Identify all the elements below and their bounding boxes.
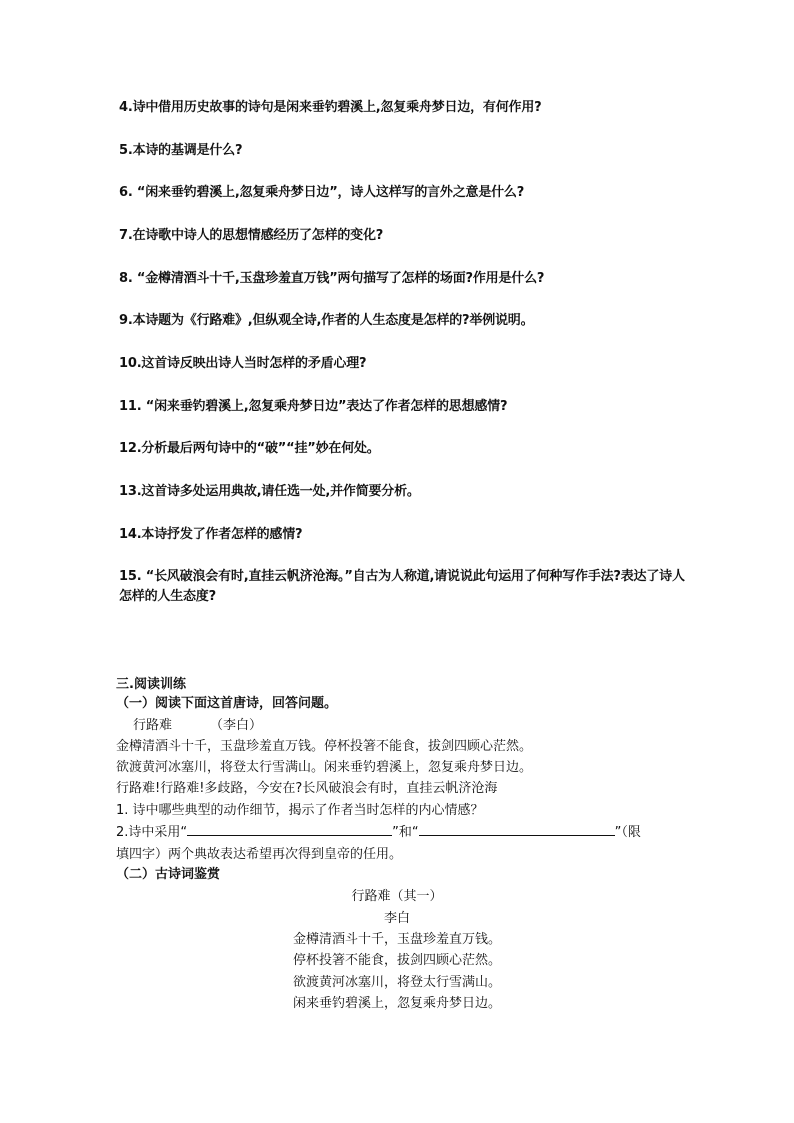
poem-line-2: 欲渡黄河冰塞川，将登太行雪满山。闲来垂钓碧溪上，忽复乘舟梦日边。 xyxy=(116,760,533,775)
poem-line-3: 行路难!行路难!多歧路，今安在?长风破浪会有时，直挂云帆济沧海 xyxy=(116,781,498,796)
poem2-title: 行路难（其一） xyxy=(351,889,443,904)
part-2-heading: （二）古诗词鉴赏 xyxy=(116,867,221,882)
reading-question-2: 2.诗中采用“ ”和“ ”（限 xyxy=(116,825,641,840)
answer-blank-1[interactable] xyxy=(187,823,392,836)
poem2-line-2: 停杯投箸不能食，拔剑四顾心茫然。 xyxy=(292,953,501,968)
question-7: 7.在诗歌中诗人的思想情感经历了怎样的变化? xyxy=(119,228,384,243)
poem2-line-1: 金樽清酒斗十千，玉盘珍羞直万钱。 xyxy=(292,932,501,947)
question-9: 9.本诗题为《行路难》,但纵观全诗,作者的人生态度是怎样的?举例说明。 xyxy=(119,313,534,328)
reading-question-1: 1. 诗中哪些典型的动作细节，揭示了作者当时怎样的内心情感？ xyxy=(116,803,484,818)
question-6: 6. “闲来垂钓碧溪上,忽复乘舟梦日边”，诗人这样写的言外之意是什么? xyxy=(119,185,525,200)
poem-title-line xyxy=(133,716,262,735)
question-11: 11. “闲来垂钓碧溪上,忽复乘舟梦日边”表达了作者怎样的思想感情? xyxy=(119,399,508,414)
answer-blank-2[interactable] xyxy=(419,823,615,836)
question-12: 12.分析最后两句诗中的“破”“挂”妙在何处。 xyxy=(119,441,380,456)
section-3-heading: 三.阅读训练 xyxy=(116,677,186,692)
question-14: 14.本诗抒发了作者怎样的感情? xyxy=(119,527,303,542)
question-4: 4.诗中借用历史故事的诗句是闲来垂钓碧溪上,忽复乘舟梦日边，有何作用? xyxy=(119,100,542,115)
poem-title: 行路难 xyxy=(133,718,173,733)
question-8: 8. “金樽清酒斗十千,玉盘珍羞直万钱”两句描写了怎样的场面?作用是什么? xyxy=(119,271,545,286)
part-1-heading: （一）阅读下面这首唐诗，回答问题。 xyxy=(116,696,338,711)
poem2-author: 李白 xyxy=(383,911,410,926)
question-15: 15. “长风破浪会有时,直挂云帆济沧海。”自古为人称道,请说说此句运用了何种写作手法?表达了诗人怎样的人生态度? xyxy=(119,569,685,604)
poem2-line-4: 闲来垂钓碧溪上，忽复乘舟梦日边。 xyxy=(292,996,501,1011)
question-5: 5.本诗的基调是什么? xyxy=(119,143,243,158)
question-13: 13.这首诗多处运用典故,请任选一处,并作简要分析。 xyxy=(119,484,420,499)
poem2-line-3: 欲渡黄河冰塞川，将登太行雪满山。 xyxy=(292,975,501,990)
poem-author: （李白） xyxy=(210,718,263,733)
reading-question-2-cont: 填四字）两个典故表达希望再次得到皇帝的任用。 xyxy=(116,847,403,862)
poem-line-1: 金樽清酒斗十千，玉盘珍羞直万钱。停杯投箸不能食，拔剑四顾心茫然。 xyxy=(116,739,533,754)
question-10: 10.这首诗反映出诗人当时怎样的矛盾心理? xyxy=(119,356,367,371)
